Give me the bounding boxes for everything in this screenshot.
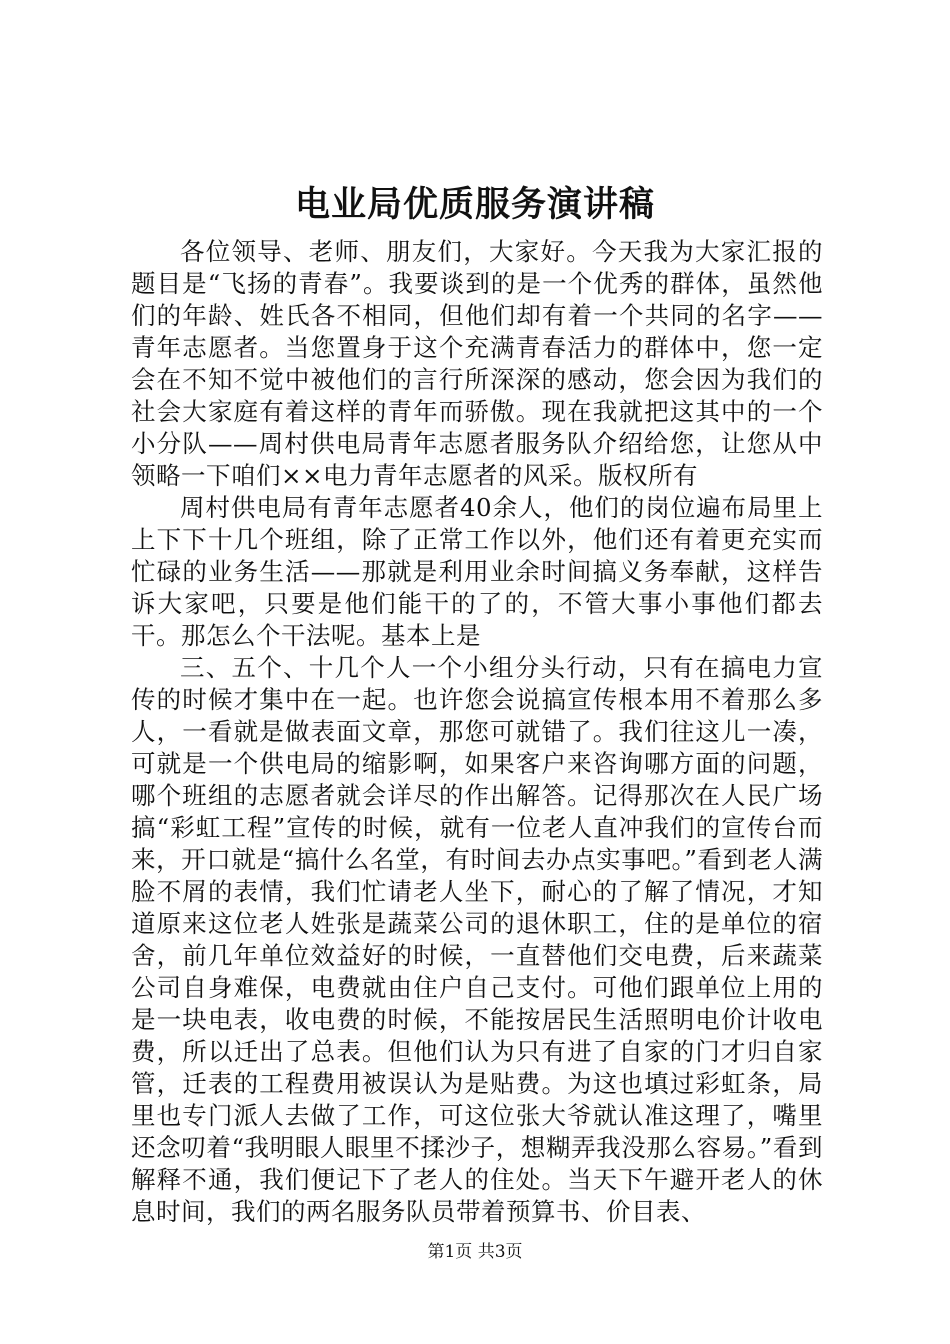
document-body xyxy=(131,236,823,1228)
page-number: 第1页 共3页 xyxy=(427,1242,523,1262)
paragraph-2: 周村供电局有青年志愿者40余人，他们的岗位遍布局里上上下下十几个班组，除了正常工作以外，他们还有着更充实而忙碌的业务生活——那就是利用业余时间搞义务奉献，这样告诉大家吧，只要是他们能干的了的，不管大事小事他们都去干。那怎么个干法呢。基本上是 xyxy=(131,493,823,650)
paragraph-3: 三、五个、十几个人一个小组分头行动，只有在搞电力宣传的时候才集中在一起。也许您会说搞宣传根本用不着那么多人，一看就是做表面文章，那您可就错了。我们往这儿一凑，可就是一个供电局的缩影啊，如果客户来咨询哪方面的问题，哪个班组的志愿者就会详尽的作出解答。记得那次在人民广场搞“彩虹工程”宣传的时候，就有一位老人直冲我们的宣传台而来，开口就是“搞什么名堂，有时间去办点实事吧。”看到老人满脸不屑的表情，我们忙请老人坐下，耐心的了解了情况，才知道原来这位老人姓张是蔬菜公司的退休职工，住的是单位的宿舍，前几年单位效益好的时候，一直替他们交电费，后来蔬菜公司自身难保，电费就由住户自己支付。可他们跟单位上用的是一块电表，收电费的时候，不能按居民生活照明电价计收电费，所以迁出了总表。但他们认为只有进了自家的门才归自家管，迁表的工程费用被误认为是贴费。为这也填过彩虹条，局里也专门派人去做了工作，可这位张大爷就认准这理了，嘴里还念叨着“我明眼人眼里不揉沙子，想糊弄我没那么容易。”看到解释不通，我们便记下了老人的住处。当天下午避开老人的休息时间，我们的两名服务队员带着预算书、价目表、 xyxy=(131,653,823,1226)
document-title: 电业局优质服务演讲稿 xyxy=(294,184,655,225)
paragraph-1: 各位领导、老师、朋友们，大家好。今天我为大家汇报的题目是“飞扬的青春”。我要谈到的是一个优秀的群体，虽然他们的年龄、姓氏各不相同，但他们却有着一个共同的名字——青年志愿者。当您置身于这个充满青春活力的群体中，您一定会在不知不觉中被他们的言行所深深的感动，您会因为我们的社会大家庭有着这样的青年而骄傲。现在我就把这其中的一个小分队——周村供电局青年志愿者服务队介绍给您，让您从中领略一下咱们××电力青年志愿者的风采。版权所有 xyxy=(131,237,823,490)
